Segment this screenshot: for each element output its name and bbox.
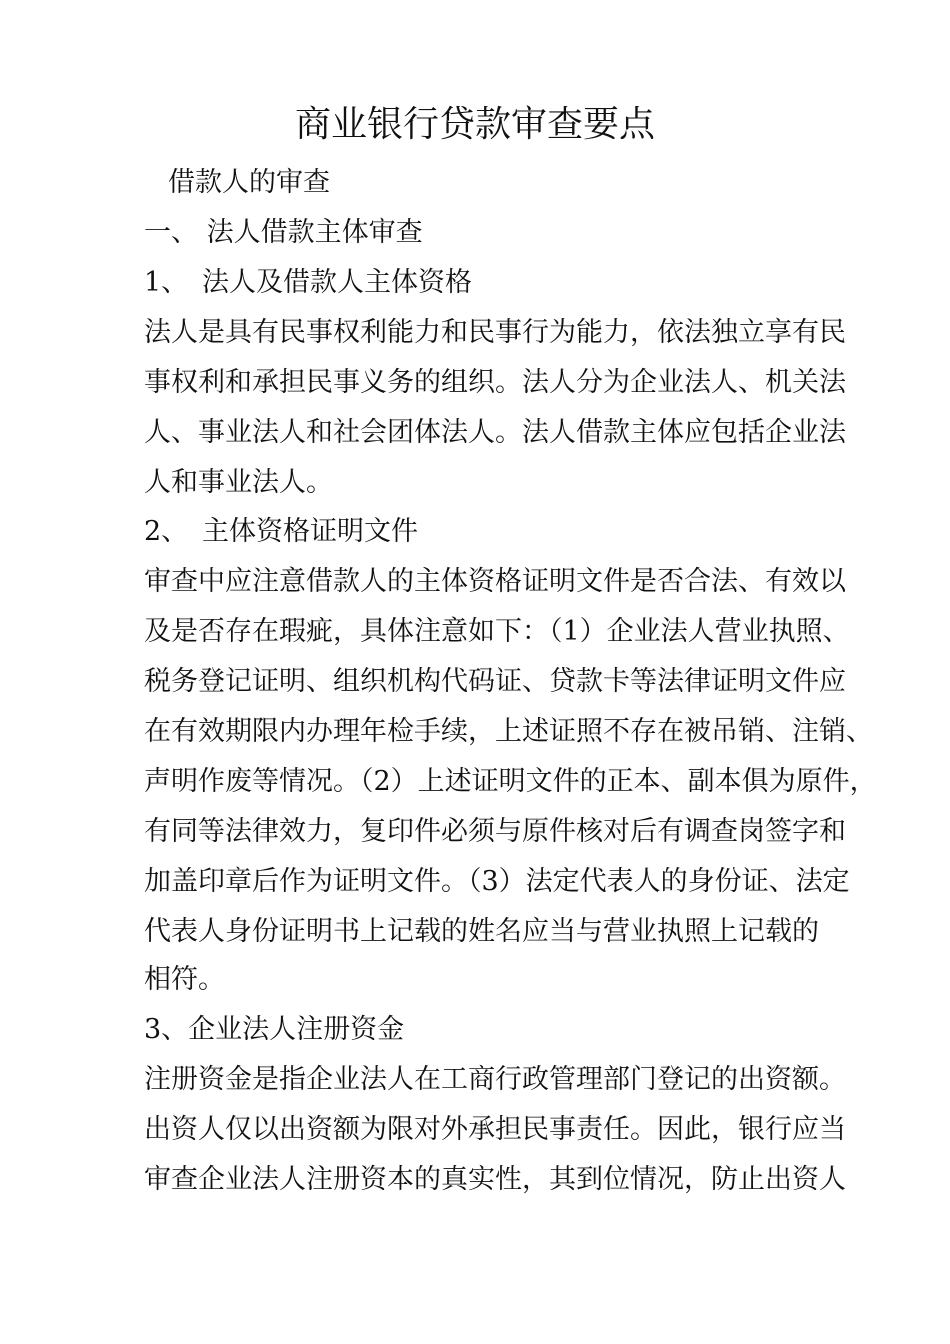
paragraph-3-line: 注册资金是指企业法人在工商行政管理部门登记的出资额。: [144, 1064, 846, 1095]
paragraph-2-line: 代表人身份证明书上记载的姓名应当与营业执照上记载的: [144, 916, 819, 947]
paragraph-3-line: 审查企业法人注册资本的真实性，其到位情况，防止出资人: [144, 1164, 846, 1195]
heading-1: 一、 法人借款主体审查: [144, 217, 423, 248]
paragraph-1-line: 人和事业法人。: [144, 467, 333, 498]
section-heading: 借款人的审查: [168, 167, 330, 198]
item-3-heading: 3、企业法人注册资金: [144, 1014, 405, 1045]
paragraph-2-line: 相符。: [144, 964, 225, 995]
paragraph-1-line: 法人是具有民事权利能力和民事行为能力，依法独立享有民: [144, 317, 846, 348]
paragraph-2-line: 加盖印章后作为证明文件。（3）法定代表人的身份证、法定: [144, 866, 850, 897]
paragraph-1-line: 事权利和承担民事义务的组织。法人分为企业法人、机关法: [144, 367, 846, 398]
item-1-heading: [144, 265, 814, 301]
paragraph-2-line: 审查中应注意借款人的主体资格证明文件是否合法、有效以: [144, 566, 846, 597]
paragraph-3-line: 出资人仅以出资额为限对外承担民事责任。因此，银行应当: [144, 1114, 846, 1145]
paragraph-1-line: 人、事业法人和社会团体法人。法人借款主体应包括企业法: [144, 417, 846, 448]
paragraph-2-line: 税务登记证明、组织机构代码证、贷款卡等法律证明文件应: [144, 666, 846, 697]
item-1-number: 1、: [144, 267, 189, 298]
paragraph-2-line: 及是否存在瑕疵，具体注意如下：（1）企业法人营业执照、: [144, 616, 850, 647]
paragraph-2-line: 声明作废等情况。（2）上述证明文件的正本、副本俱为原件，: [144, 766, 877, 797]
paragraph-2-line: 有同等法律效力，复印件必须与原件核对后有调查岗签字和: [144, 816, 846, 847]
paragraph-2-line: 在有效期限内办理年检手续，上述证照不存在被吊销、注销、: [144, 716, 873, 747]
item-2-heading: [144, 514, 814, 550]
item-2-text: 主体资格证明文件: [202, 516, 418, 547]
item-1-text: 法人及借款人主体资格: [202, 267, 472, 298]
page-title: 商业银行贷款审查要点: [294, 104, 655, 145]
item-2-number: 2、: [144, 516, 189, 547]
